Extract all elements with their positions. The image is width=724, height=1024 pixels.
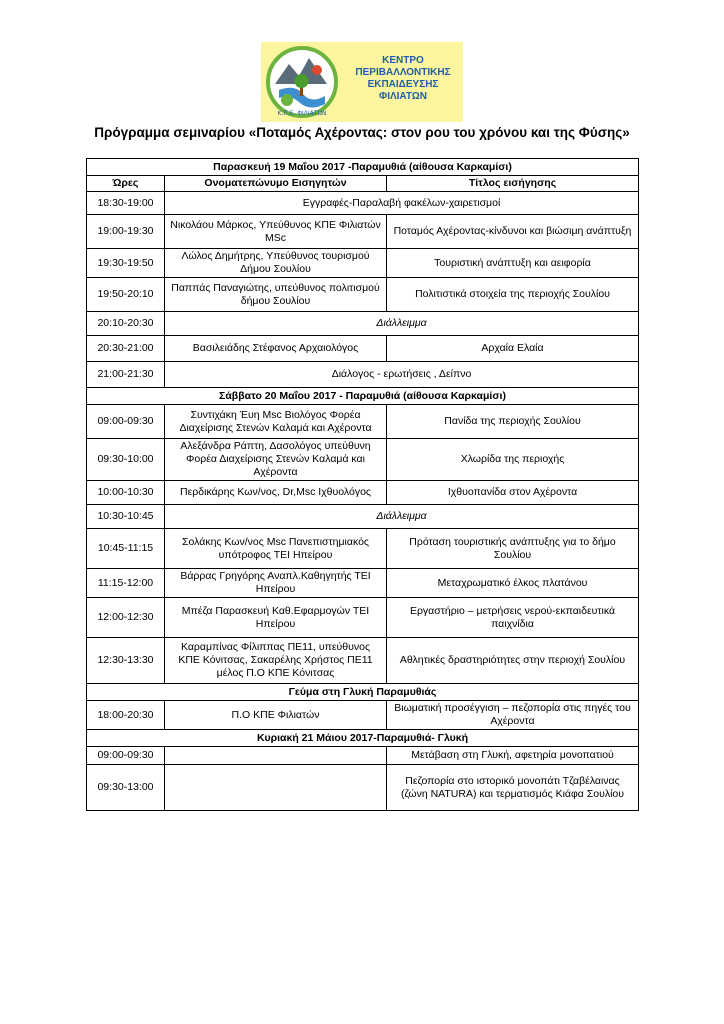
topic-cell: Ποταμός Αχέροντας-κίνδυνοι και βιώσιμη ανάπτυξη <box>387 215 639 249</box>
topic-cell: Πανίδα της περιοχής Σουλίου <box>387 405 639 439</box>
time-cell: 11:15-12:00 <box>87 569 165 598</box>
schedule-row <box>87 638 639 684</box>
schedule-row <box>87 312 639 336</box>
time-cell: 19:00-19:30 <box>87 215 165 249</box>
time-cell: 19:30-19:50 <box>87 249 165 278</box>
topic-cell: Χλωρίδα της περιοχής <box>387 439 639 481</box>
topic-cell: Αθλητικές δραστηριότητες στην περιοχή Σουλίου <box>387 638 639 684</box>
emblem-label: Κ.Π.Ε. ΦΙΛΙΑΤΩΝ <box>277 110 327 117</box>
time-column-header: Ώρες <box>87 176 165 192</box>
schedule-row <box>87 192 639 215</box>
schedule-row <box>87 569 639 598</box>
topic-cell: Πολιτιστικά στοιχεία της περιοχής Σουλίου <box>387 278 639 312</box>
time-cell: 09:30-10:00 <box>87 439 165 481</box>
speaker-cell: Βασιλειάδης Στέφανος Αρχαιολόγος <box>165 336 387 362</box>
day-heading-row <box>87 684 639 701</box>
topic-cell: Αρχαία Ελαία <box>387 336 639 362</box>
day-heading-row <box>87 159 639 176</box>
topic-cell: Μετάβαση στη Γλυκή, αφετηρία μονοπατιού <box>387 747 639 765</box>
schedule-row <box>87 249 639 278</box>
speaker-cell: Π.Ο ΚΠΕ Φιλιατών <box>165 701 387 730</box>
topic-cell: Μεταχρωματικό έλκος πλατάνου <box>387 569 639 598</box>
speaker-cell: Περδικάρης Κων/νος, Dr,Msc Ιχθυολόγος <box>165 481 387 505</box>
schedule-row <box>87 598 639 638</box>
topic-cell: Τουριστική ανάπτυξη και αειφορία <box>387 249 639 278</box>
speaker-cell: Συντιχάκη Έυη Msc Βιολόγος Φορέα Διαχείρισης Στενών Καλαμά και Αχέροντα <box>165 405 387 439</box>
time-cell: 21:00-21:30 <box>87 362 165 388</box>
logo <box>261 42 463 122</box>
schedule-row <box>87 481 639 505</box>
speaker-cell: Παππάς Παναγιώτης, υπεύθυνος πολιτισμού δήμου Σουλίου <box>165 278 387 312</box>
schedule-row <box>87 765 639 811</box>
column-header-row <box>87 176 639 192</box>
time-cell: 20:30-21:00 <box>87 336 165 362</box>
speaker-cell: Λώλος Δημήτρης, Υπεύθυνος τουρισμού Δήμου Σουλίου <box>165 249 387 278</box>
time-cell: 12:30-13:30 <box>87 638 165 684</box>
schedule-row <box>87 505 639 529</box>
program-table <box>86 158 639 811</box>
program-table-body <box>87 159 639 811</box>
kpe-emblem-icon <box>265 44 339 120</box>
time-cell: 09:00-09:30 <box>87 405 165 439</box>
page-title: Πρόγραμμα σεμιναρίου «Ποταμός Αχέροντας: στον ρου του χρόνου και της Φύσης» <box>94 125 630 140</box>
schedule-row <box>87 405 639 439</box>
logo-line-2: ΠΕΡΙΒΑΛΛΟΝΤΙΚΗΣ <box>355 67 451 78</box>
time-cell: 20:10-20:30 <box>87 312 165 336</box>
topic-column-header: Τίτλος εισήγησης <box>387 176 639 192</box>
time-cell: 19:50-20:10 <box>87 278 165 312</box>
session-note-cell: Διάλλειμμα <box>165 312 639 336</box>
topic-cell: Πρόταση τουριστικής ανάπτυξης για το δήμο Σουλίου <box>387 529 639 569</box>
day-heading-row <box>87 730 639 747</box>
day-heading: Παρασκευή 19 Μαΐου 2017 -Παραμυθιά (αίθουσα Καρκαμίσι) <box>87 159 639 176</box>
speaker-cell <box>165 747 387 765</box>
schedule-row <box>87 215 639 249</box>
day-heading: Σάββατο 20 Μαΐου 2017 - Παραμυθιά (αίθουσα Καρκαμίσι) <box>87 388 639 405</box>
speaker-cell: Μπέζα Παρασκευή Καθ.Εφαρμογών ΤΕΙ Ηπείρου <box>165 598 387 638</box>
speaker-cell: Βάρρας Γρηγόρης Αναπλ.Καθηγητής ΤΕΙ Ηπείρου <box>165 569 387 598</box>
time-cell: 09:00-09:30 <box>87 747 165 765</box>
session-note-cell: Εγγραφές-Παραλαβή φακέλων-χαιρετισμοί <box>165 192 639 215</box>
speaker-cell: Νικολάου Μάρκος, Υπεύθυνος ΚΠΕ Φιλιατών MSc <box>165 215 387 249</box>
time-cell: 12:00-12:30 <box>87 598 165 638</box>
schedule-row <box>87 336 639 362</box>
day-heading-row <box>87 388 639 405</box>
time-cell: 09:30-13:00 <box>87 765 165 811</box>
day-heading: Κυριακή 21 Μάιου 2017-Παραμυθιά- Γλυκή <box>87 730 639 747</box>
speaker-cell: Καραμπίνας Φίλιππας ΠΕ11, υπεύθυνος ΚΠΕ Κόνιτσας, Σακαρέλης Χρήστος ΠΕ11 μέλος Π.Ο ΚΠΕ Κόνιτσας <box>165 638 387 684</box>
schedule-row <box>87 701 639 730</box>
logo-text <box>345 55 461 103</box>
speaker-cell: Σολάκης Κων/νος Msc Πανεπιστημιακός υπότροφος ΤΕΙ Ηπείρου <box>165 529 387 569</box>
topic-cell: Πεζοπορία στο ιστορικό μονοπάτι Τζαβέλαινας (ζώνη NATURA) και τερματισμός Κιάφα Σουλίου <box>387 765 639 811</box>
topic-cell: Εργαστήριο – μετρήσεις νερού-εκπαιδευτικά παιχνίδια <box>387 598 639 638</box>
time-cell: 10:45-11:15 <box>87 529 165 569</box>
schedule-row <box>87 529 639 569</box>
time-cell: 18:00-20:30 <box>87 701 165 730</box>
speaker-column-header: Ονοματεπώνυμο Εισηγητών <box>165 176 387 192</box>
speaker-cell <box>165 765 387 811</box>
session-note-cell: Διάλογος - ερωτήσεις , Δείπνο <box>165 362 639 388</box>
time-cell: 10:30-10:45 <box>87 505 165 529</box>
session-note-cell: Διάλλειμμα <box>165 505 639 529</box>
topic-cell: Ιχθυοπανίδα στον Αχέροντα <box>387 481 639 505</box>
time-cell: 18:30-19:00 <box>87 192 165 215</box>
topic-cell: Βιωματική προσέγγιση – πεζοπορία στις πηγές του Αχέροντα <box>387 701 639 730</box>
schedule-row <box>87 747 639 765</box>
time-cell: 10:00-10:30 <box>87 481 165 505</box>
schedule-row <box>87 439 639 481</box>
schedule-row <box>87 278 639 312</box>
logo-line-1: ΚΕΝΤΡΟ <box>382 55 424 66</box>
speaker-cell: Αλεξάνδρα Ράπτη, Δασολόγος υπεύθυνη Φορέα Διαχείρισης Στενών Καλαμά και Αχέροντα <box>165 439 387 481</box>
schedule-row <box>87 362 639 388</box>
logo-line-3: ΕΚΠΑΙΔΕΥΣΗΣ ΦΙΛΙΑΤΩΝ <box>367 79 439 102</box>
day-heading: Γεύμα στη Γλυκή Παραμυθιάς <box>87 684 639 701</box>
